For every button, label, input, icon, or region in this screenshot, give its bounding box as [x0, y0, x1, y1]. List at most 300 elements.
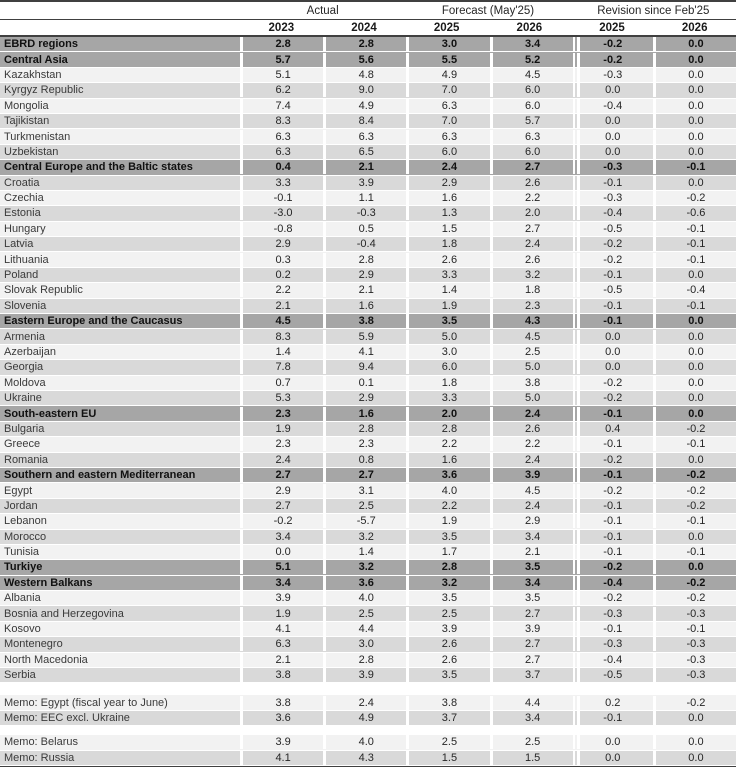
cell-value: 6.3: [406, 130, 489, 144]
cell-value: 2.3: [240, 407, 323, 421]
cell-value: 5.0: [406, 330, 489, 344]
cell-value: 3.4: [240, 530, 323, 544]
row-label: Morocco: [4, 530, 47, 543]
cell-value: -0.2: [653, 422, 736, 436]
cell-value: 1.9: [240, 607, 323, 621]
cell-value: -0.4: [573, 576, 653, 590]
cell-value: 4.0: [406, 484, 489, 498]
cell-value: 3.4: [490, 711, 573, 725]
cell-value: 3.8: [240, 668, 323, 682]
table-row: [0, 129, 736, 144]
cell-value: 0.0: [653, 407, 736, 421]
cell-value: -0.1: [573, 622, 653, 636]
row-label: Czechia: [4, 192, 44, 205]
cell-value: 2.8: [323, 253, 406, 267]
cell-value: 3.9: [406, 622, 489, 636]
cell-value: 3.9: [240, 735, 323, 749]
cell-value: 2.3: [490, 299, 573, 313]
cell-value: 0.0: [653, 314, 736, 328]
cell-value: 0.0: [653, 145, 736, 159]
spacer-row: [0, 683, 736, 695]
cell-value: 2.2: [406, 437, 489, 451]
cell-value: 0.0: [573, 114, 653, 128]
row-label: Memo: Russia: [4, 751, 75, 764]
table-body: [0, 37, 736, 766]
row-label: Azerbaijan: [4, 346, 56, 358]
cell-value: 6.0: [490, 99, 573, 113]
year-header: 2025: [599, 21, 625, 34]
year-header: 2026: [681, 21, 708, 34]
row-label: Uzbekistan: [4, 145, 59, 158]
cell-value: 2.7: [490, 637, 573, 651]
cell-value: 3.3: [406, 268, 489, 282]
table-row: [0, 206, 736, 221]
cell-value: -0.3: [573, 160, 653, 174]
cell-value: -5.7: [323, 514, 406, 528]
cell-value: -0.1: [653, 437, 736, 451]
cell-value: -0.3: [323, 206, 406, 220]
cell-value: 0.7: [240, 376, 323, 390]
cell-value: 0.0: [653, 330, 736, 344]
cell-value: 2.9: [406, 176, 489, 190]
cell-value: 0.0: [573, 130, 653, 144]
cell-value: 1.6: [406, 191, 489, 205]
cell-value: 4.5: [490, 330, 573, 344]
row-label: Western Balkans: [4, 576, 93, 589]
cell-value: -0.8: [240, 222, 323, 236]
cell-value: 0.3: [240, 253, 323, 267]
cell-value: -0.2: [653, 484, 736, 498]
year-header: 2026: [516, 21, 543, 34]
table-row: [0, 499, 736, 514]
cell-value: 1.4: [323, 545, 406, 559]
row-label: Lebanon: [4, 515, 47, 528]
cell-value: 5.7: [240, 53, 323, 67]
row-label: Tajikistan: [4, 115, 50, 128]
table-row: [0, 345, 736, 360]
cell-value: 2.8: [323, 422, 406, 436]
cell-value: 5.2: [490, 53, 573, 67]
cell-value: 1.9: [240, 422, 323, 436]
cell-value: -0.2: [653, 696, 736, 710]
cell-value: 0.2: [573, 696, 653, 710]
cell-value: 2.7: [490, 160, 573, 174]
cell-value: -0.1: [653, 622, 736, 636]
table-row: [0, 711, 736, 726]
cell-value: 3.0: [406, 37, 489, 51]
row-label: Serbia: [4, 669, 36, 682]
cell-value: 0.0: [653, 530, 736, 544]
cell-value: 1.6: [323, 407, 406, 421]
cell-value: 1.1: [323, 191, 406, 205]
table-row: [0, 606, 736, 621]
cell-value: -0.1: [653, 237, 736, 251]
column-group-header-row: [0, 2, 736, 20]
cell-value: 4.9: [406, 68, 489, 82]
cell-value: -0.1: [573, 499, 653, 513]
cell-value: -0.2: [653, 499, 736, 513]
cell-value: 2.2: [490, 191, 573, 205]
table-row: [0, 545, 736, 560]
cell-value: 4.9: [323, 99, 406, 113]
cell-value: 4.4: [323, 622, 406, 636]
cell-value: 2.4: [323, 696, 406, 710]
row-label: Memo: EEC excl. Ukraine: [4, 711, 130, 724]
cell-value: 5.9: [323, 330, 406, 344]
cell-value: -0.2: [653, 468, 736, 482]
cell-value: 6.3: [490, 130, 573, 144]
cell-value: -0.1: [653, 253, 736, 267]
cell-value: 0.0: [573, 145, 653, 159]
cell-value: 1.6: [406, 453, 489, 467]
cell-value: 4.5: [490, 68, 573, 82]
cell-value: 3.7: [490, 668, 573, 682]
cell-value: -0.4: [323, 237, 406, 251]
cell-value: 2.8: [406, 560, 489, 574]
row-label: Central Europe and the Baltic states: [4, 161, 193, 174]
cell-value: -0.1: [573, 437, 653, 451]
cell-value: -0.2: [573, 591, 653, 605]
row-label: Latvia: [4, 238, 34, 251]
cell-value: -0.3: [573, 68, 653, 82]
cell-value: 4.3: [490, 314, 573, 328]
year-header-row: [0, 20, 736, 37]
cell-value: 2.6: [406, 653, 489, 667]
cell-value: 0.0: [653, 453, 736, 467]
table-row: [0, 252, 736, 267]
section-row: [0, 560, 736, 575]
cell-value: -0.4: [573, 206, 653, 220]
cell-value: 2.4: [490, 453, 573, 467]
cell-value: 2.6: [490, 176, 573, 190]
cell-value: 2.3: [323, 437, 406, 451]
cell-value: 2.6: [406, 637, 489, 651]
cell-value: -0.2: [573, 376, 653, 390]
cell-value: 0.2: [240, 268, 323, 282]
cell-value: 2.5: [490, 735, 573, 749]
cell-value: 0.0: [653, 376, 736, 390]
table-row: [0, 514, 736, 529]
section-row: [0, 52, 736, 67]
section-row: [0, 314, 736, 329]
table-row: [0, 695, 736, 710]
table-row: [0, 751, 736, 766]
cell-value: 0.0: [653, 176, 736, 190]
cell-value: 3.2: [323, 530, 406, 544]
table-row: [0, 237, 736, 252]
cell-value: 0.0: [240, 545, 323, 559]
cell-value: -0.3: [653, 653, 736, 667]
cell-value: 8.4: [323, 114, 406, 128]
cell-value: 3.2: [406, 576, 489, 590]
cell-value: -0.2: [573, 560, 653, 574]
row-label: Hungary: [4, 222, 46, 235]
cell-value: 2.4: [490, 499, 573, 513]
cell-value: 3.4: [490, 576, 573, 590]
section-row: [0, 406, 736, 421]
row-label: Moldova: [4, 376, 46, 389]
cell-value: -0.1: [573, 268, 653, 282]
cell-value: 4.5: [240, 314, 323, 328]
cell-value: 6.0: [490, 83, 573, 97]
cell-value: -0.2: [653, 591, 736, 605]
cell-value: 6.0: [490, 145, 573, 159]
cell-value: 6.3: [240, 145, 323, 159]
row-label: Memo: Egypt (fiscal year to June): [4, 696, 168, 709]
section-row: [0, 576, 736, 591]
cell-value: 6.3: [240, 130, 323, 144]
cell-value: 2.8: [323, 653, 406, 667]
cell-value: -0.1: [573, 545, 653, 559]
cell-value: 0.4: [573, 422, 653, 436]
row-label: Memo: Belarus: [4, 736, 78, 749]
cell-value: -0.3: [653, 607, 736, 621]
cell-value: -0.1: [653, 545, 736, 559]
row-label: EBRD regions: [4, 38, 78, 51]
cell-value: 2.1: [323, 160, 406, 174]
year-header: 2025: [433, 21, 460, 34]
cell-value: 1.6: [323, 299, 406, 313]
cell-value: 0.0: [653, 751, 736, 765]
row-label: Romania: [4, 453, 49, 466]
table-row: [0, 735, 736, 750]
cell-value: 3.9: [323, 176, 406, 190]
cell-value: 7.4: [240, 99, 323, 113]
cell-value: 2.8: [406, 422, 489, 436]
cell-value: -0.5: [573, 668, 653, 682]
row-label: Estonia: [4, 207, 41, 220]
row-label: Bulgaria: [4, 422, 45, 435]
cell-value: -0.1: [653, 514, 736, 528]
cell-value: 3.4: [490, 37, 573, 51]
cell-value: 2.9: [490, 514, 573, 528]
cell-value: -0.2: [573, 53, 653, 67]
cell-value: -0.3: [653, 637, 736, 651]
cell-value: 1.5: [406, 222, 489, 236]
cell-value: 3.2: [323, 560, 406, 574]
table-row: [0, 329, 736, 344]
cell-value: 2.6: [406, 253, 489, 267]
row-label: Ukraine: [4, 392, 42, 405]
cell-value: -0.5: [573, 222, 653, 236]
cell-value: -0.2: [573, 37, 653, 51]
cell-value: -0.3: [573, 607, 653, 621]
cell-value: 0.0: [653, 114, 736, 128]
cell-value: 2.4: [406, 160, 489, 174]
cell-value: 2.9: [240, 484, 323, 498]
cell-value: 0.0: [653, 268, 736, 282]
row-label: Kazakhstan: [4, 68, 62, 81]
cell-value: 2.7: [323, 468, 406, 482]
cell-value: 6.0: [406, 360, 489, 374]
cell-value: 8.3: [240, 330, 323, 344]
cell-value: 3.8: [240, 696, 323, 710]
cell-value: 2.7: [490, 607, 573, 621]
cell-value: 3.6: [323, 576, 406, 590]
row-label: Kyrgyz Republic: [4, 84, 84, 97]
cell-value: 2.6: [490, 253, 573, 267]
row-label: Turkmenistan: [4, 130, 71, 143]
cell-value: 2.7: [240, 468, 323, 482]
row-label: Southern and eastern Mediterranean: [4, 469, 196, 482]
cell-value: 3.3: [406, 391, 489, 405]
cell-value: 1.8: [406, 376, 489, 390]
cell-value: 3.5: [490, 591, 573, 605]
group-header-revision: Revision since Feb'25: [597, 4, 710, 17]
cell-value: 0.0: [653, 83, 736, 97]
row-label: Central Asia: [4, 53, 68, 66]
cell-value: -0.1: [653, 160, 736, 174]
table-row: [0, 437, 736, 452]
row-label: Slovak Republic: [4, 284, 83, 297]
cell-value: -0.1: [573, 407, 653, 421]
table-row: [0, 99, 736, 114]
cell-value: 4.0: [323, 735, 406, 749]
cell-value: -0.2: [240, 514, 323, 528]
cell-value: 6.3: [323, 130, 406, 144]
cell-value: -0.1: [240, 191, 323, 205]
group-header-forecast: Forecast (May'25): [441, 4, 535, 17]
table-row: [0, 591, 736, 606]
cell-value: 0.8: [323, 453, 406, 467]
cell-value: 1.4: [240, 345, 323, 359]
row-label: Egypt: [4, 484, 33, 497]
cell-value: 0.0: [653, 68, 736, 82]
cell-value: 0.1: [323, 376, 406, 390]
year-header: 2024: [351, 21, 377, 34]
row-label: Bosnia and Herzegovina: [4, 607, 124, 620]
cell-value: 2.1: [240, 299, 323, 313]
cell-value: 1.9: [406, 514, 489, 528]
cell-value: -0.3: [653, 668, 736, 682]
cell-value: -0.3: [573, 191, 653, 205]
group-header-actual: Actual: [306, 4, 339, 17]
cell-value: -0.2: [573, 484, 653, 498]
cell-value: -0.2: [653, 576, 736, 590]
cell-value: -0.2: [573, 453, 653, 467]
cell-value: 2.8: [240, 37, 323, 51]
row-label: Georgia: [4, 361, 44, 374]
cell-value: 3.8: [490, 376, 573, 390]
table-row: [0, 268, 736, 283]
cell-value: 2.5: [406, 607, 489, 621]
cell-value: 2.1: [240, 653, 323, 667]
spacer-row: [0, 726, 736, 735]
cell-value: 5.0: [490, 391, 573, 405]
section-row: [0, 468, 736, 483]
cell-value: 0.0: [573, 330, 653, 344]
cell-value: 0.0: [653, 130, 736, 144]
table-row: [0, 191, 736, 206]
row-label: Kosovo: [4, 623, 41, 636]
cell-value: 2.5: [323, 607, 406, 621]
cell-value: 2.5: [323, 499, 406, 513]
cell-value: 6.5: [323, 145, 406, 159]
table-row: [0, 422, 736, 437]
cell-value: 1.4: [406, 283, 489, 297]
cell-value: 3.4: [240, 576, 323, 590]
cell-value: -0.5: [573, 283, 653, 297]
cell-value: 2.7: [490, 653, 573, 667]
cell-value: 2.3: [240, 437, 323, 451]
cell-value: -0.2: [573, 253, 653, 267]
row-label: Turkiye: [4, 561, 43, 574]
table-row: [0, 668, 736, 683]
cell-value: 9.4: [323, 360, 406, 374]
cell-value: 6.3: [240, 637, 323, 651]
cell-value: 0.4: [240, 160, 323, 174]
cell-value: 2.9: [240, 237, 323, 251]
cell-value: 2.9: [323, 268, 406, 282]
cell-value: -0.6: [653, 206, 736, 220]
cell-value: 3.8: [323, 314, 406, 328]
cell-value: 5.6: [323, 53, 406, 67]
table-row: [0, 453, 736, 468]
cell-value: 3.3: [240, 176, 323, 190]
cell-value: 3.5: [406, 668, 489, 682]
cell-value: 4.5: [490, 484, 573, 498]
cell-value: 3.9: [323, 668, 406, 682]
cell-value: 7.0: [406, 83, 489, 97]
cell-value: -0.1: [573, 468, 653, 482]
table-row: [0, 83, 736, 98]
cell-value: 9.0: [323, 83, 406, 97]
table-row: [0, 483, 736, 498]
cell-value: 5.5: [406, 53, 489, 67]
row-label: Jordan: [4, 499, 38, 512]
table-row: [0, 622, 736, 637]
cell-value: -3.0: [240, 206, 323, 220]
cell-value: 2.5: [406, 735, 489, 749]
cell-value: -0.2: [573, 391, 653, 405]
table-row: [0, 222, 736, 237]
cell-value: -0.1: [653, 299, 736, 313]
cell-value: 2.4: [490, 237, 573, 251]
cell-value: 3.2: [490, 268, 573, 282]
table-row: [0, 376, 736, 391]
cell-value: 3.0: [406, 345, 489, 359]
cell-value: 2.4: [490, 407, 573, 421]
cell-value: 1.9: [406, 299, 489, 313]
cell-value: 0.0: [573, 83, 653, 97]
table-row: [0, 653, 736, 668]
cell-value: 2.8: [323, 37, 406, 51]
table-row: [0, 530, 736, 545]
cell-value: 0.0: [573, 751, 653, 765]
cell-value: 3.5: [406, 591, 489, 605]
cell-value: -0.1: [573, 711, 653, 725]
cell-value: 2.0: [406, 407, 489, 421]
cell-value: 0.0: [573, 360, 653, 374]
cell-value: 3.6: [240, 711, 323, 725]
cell-value: 1.3: [406, 206, 489, 220]
cell-value: 0.0: [653, 711, 736, 725]
cell-value: 0.0: [653, 53, 736, 67]
cell-value: 4.9: [323, 711, 406, 725]
cell-value: 3.9: [490, 468, 573, 482]
cell-value: 7.0: [406, 114, 489, 128]
cell-value: 3.7: [406, 711, 489, 725]
cell-value: 2.0: [490, 206, 573, 220]
cell-value: 1.8: [490, 283, 573, 297]
cell-value: 8.3: [240, 114, 323, 128]
cell-value: 5.1: [240, 68, 323, 82]
cell-value: 0.0: [653, 37, 736, 51]
cell-value: -0.4: [573, 99, 653, 113]
section-row: [0, 37, 736, 52]
cell-value: 0.0: [653, 345, 736, 359]
cell-value: 4.1: [323, 345, 406, 359]
